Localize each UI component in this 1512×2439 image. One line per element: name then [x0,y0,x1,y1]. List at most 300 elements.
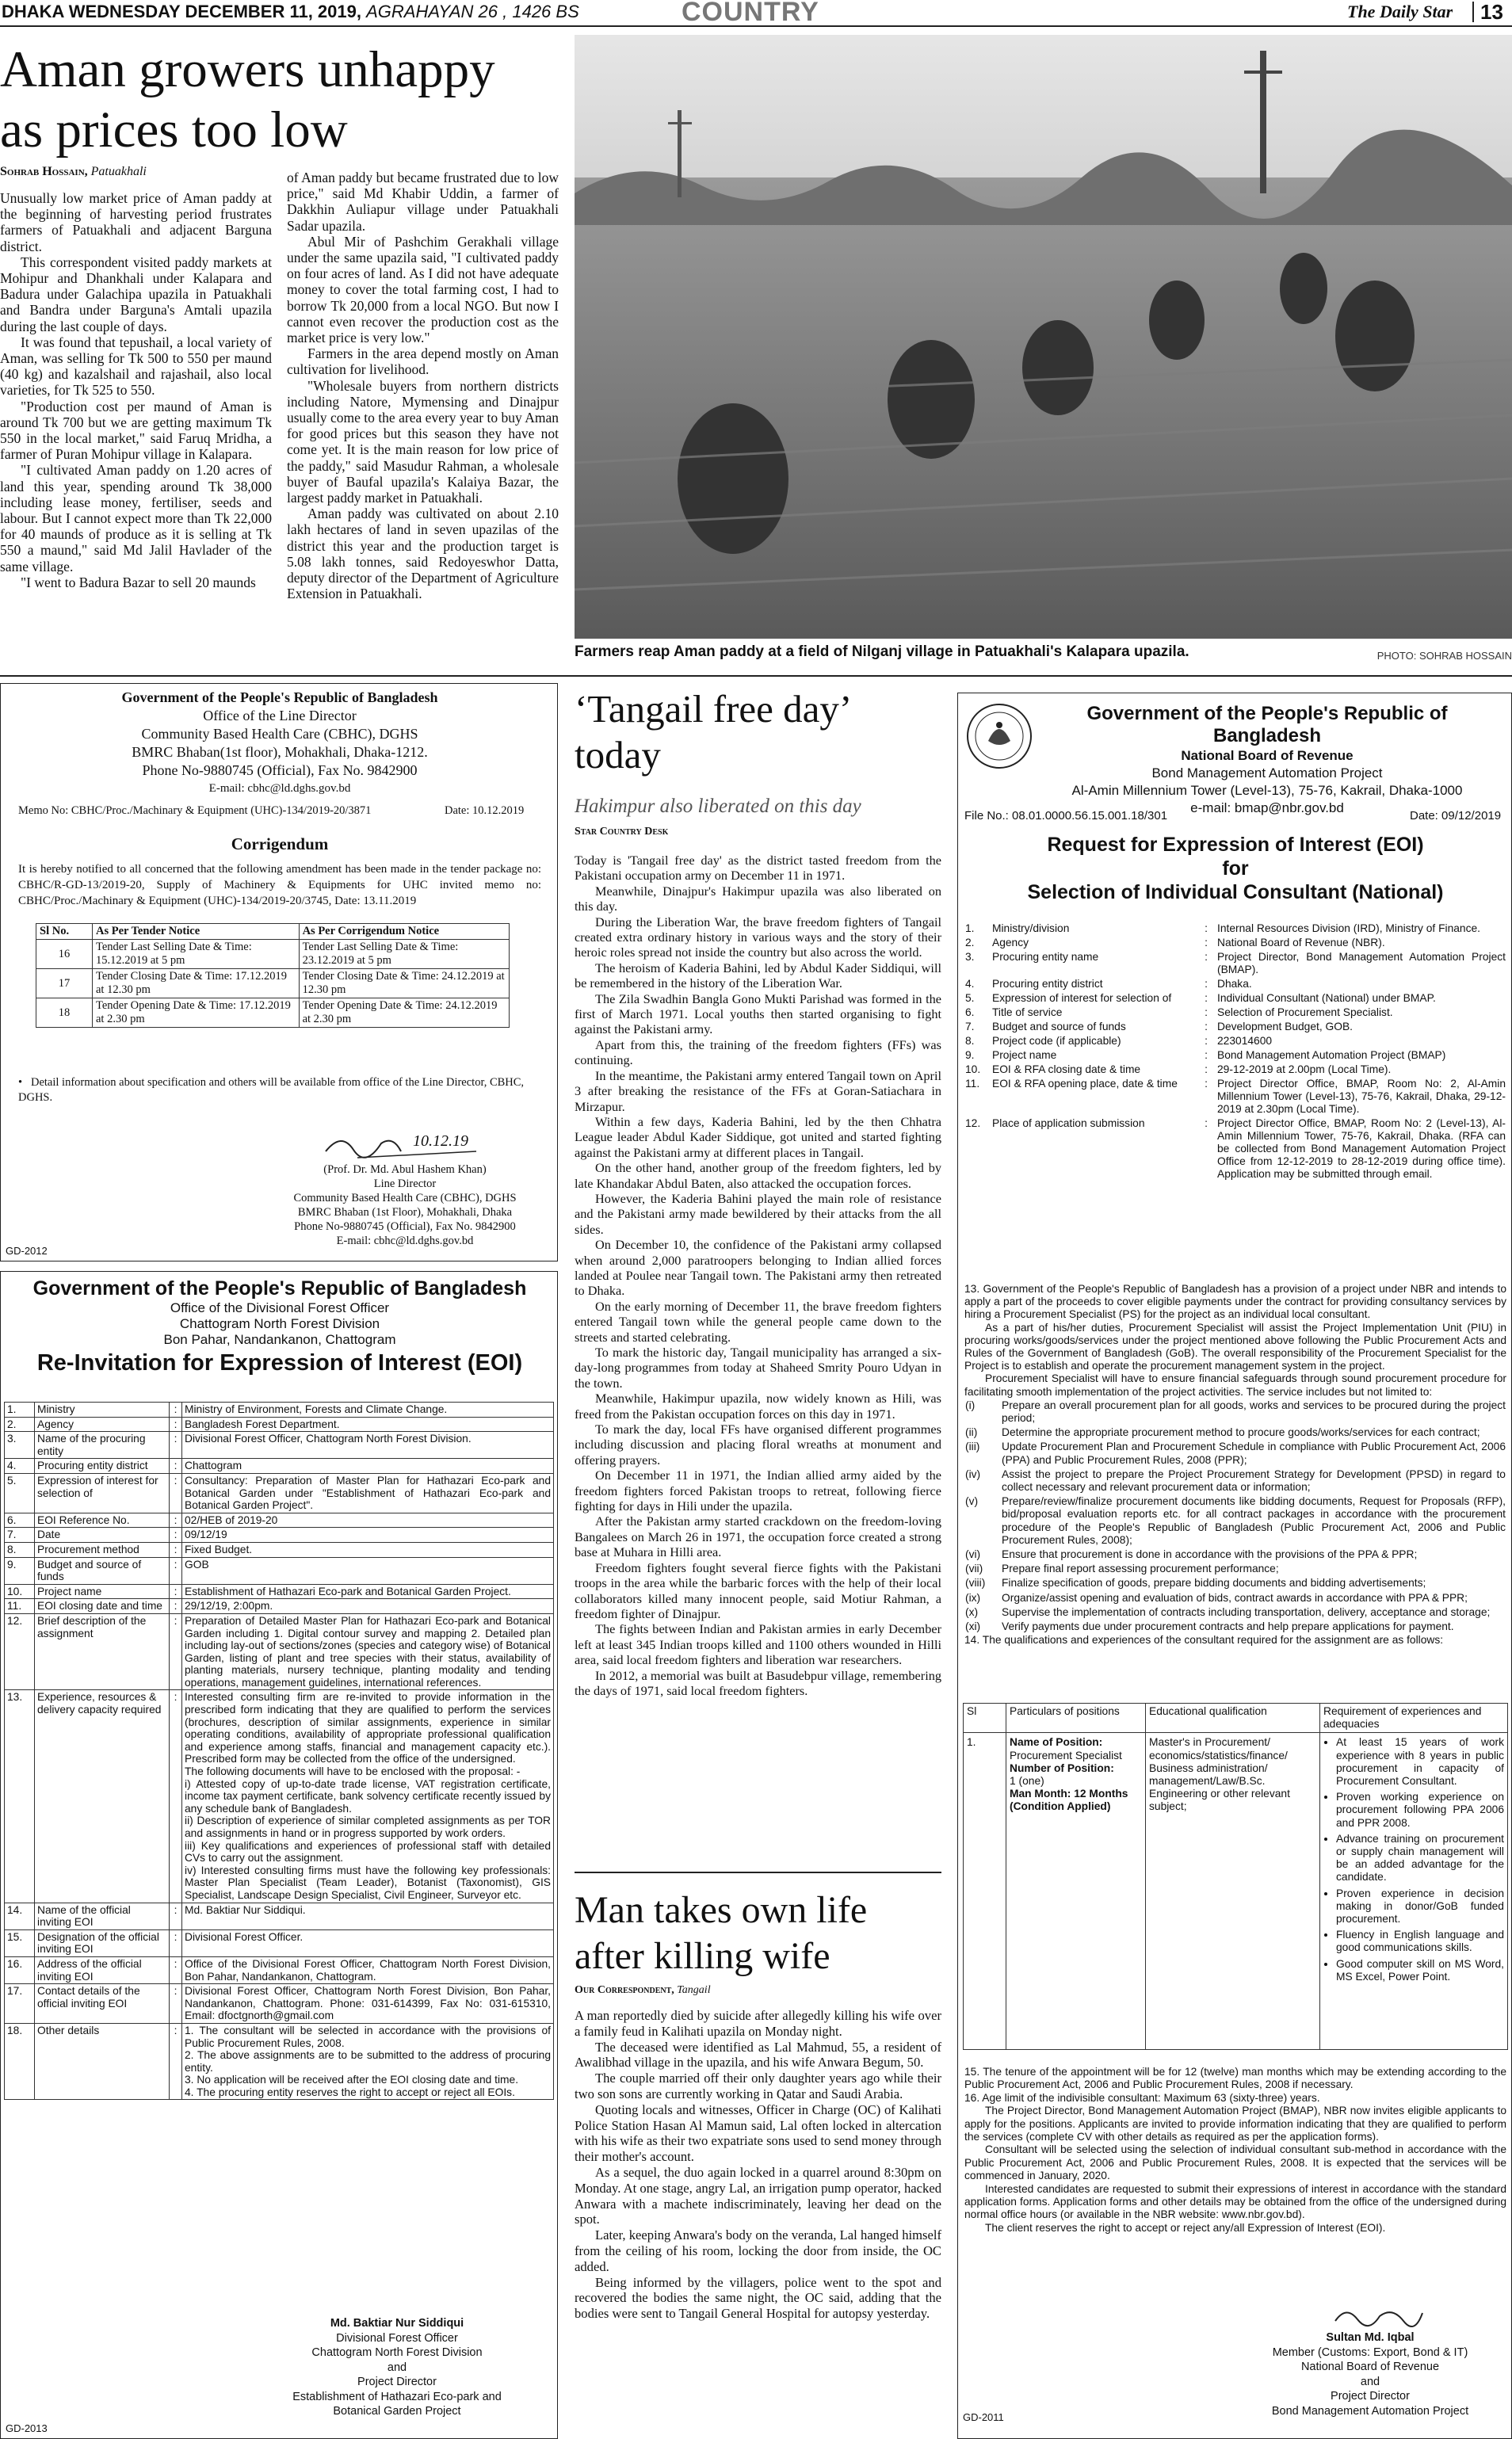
cell: Tender Closing Date & Time: 17.12.2019 at 12.30 pm [93,969,300,998]
aman-headline [0,40,559,160]
position-line: 1 (one) [1010,1775,1044,1788]
requirement-item: • Good computer skill on MS Word, MS Excel, Power Point. [1336,1958,1504,1983]
row-colon: : [1205,937,1208,948]
sig-line: Bond Management Automation Project [1271,2404,1469,2418]
cbhc-line: Government of the People's Republic of Bangladesh [121,689,438,705]
duty-number: (ix) [965,1591,981,1604]
row-value: Project Director, Bond Management Automation Project (BMAP). [1217,951,1506,975]
cell: 16 [36,940,93,969]
duty-number: (vii) [965,1563,983,1575]
requirement-item: • At least 15 years of work experience with 8 years in public procurement in capacity of Procurement Consultant. [1336,1736,1504,1788]
row-value: Selection of Procurement Specialist. [1217,1006,1393,1018]
row-number: 3. [965,951,975,963]
bullet-icon: • [18,1076,23,1089]
tangail-para: On December 11 in 1971, the Indian allied army aided by the freedom fighters forced Pakistan troops to retreat, following fierce fighting for days in Hili under the upazila. [575,1468,941,1514]
tangail-para: To mark the historic day, Tangail municipality has arranged a six-day-long programmes from today at Shaheed Smrity Pouro Udyan in the town. [575,1345,941,1391]
row-number: 15. [5,1929,35,1956]
forest-line: Chattogram North Forest Division [179,1316,380,1331]
forest-gd: GD-2013 [6,2422,48,2434]
row-value: National Board of Revenue (NBR). [1217,937,1385,948]
sig-line: BMRC Bhaban (1st Floor), Mohakhali, Dhaka [297,1206,513,1219]
col-header: As Per Tender Notice [93,924,300,940]
row-number: 13. [5,1690,35,1903]
forest-table [4,1402,554,2100]
duty-text: Finalize specification of goods, prepare bidding documents and bidding advertisements; [1002,1577,1426,1590]
table-row [36,969,510,998]
cell: Master's in Procurement/ economics/statistics/finance/ Business administration/ management/Law/B.Sc. Engineering or other relevant subject; [1146,1733,1320,2050]
row-colon: : [1205,1006,1208,1018]
aman-byline: Sohrab Hossain, [0,165,88,178]
tangail-para: Today is 'Tangail free day' as the district tasted freedom from the Pakistani occupation army on December 11 in 1971. [575,853,941,884]
requirement-item: • Advance training on procurement or supply chain management will be an added advantage for the candidate. [1336,1833,1504,1884]
aman-para: "I went to Badura Bazar to sell 20 maunds [21,574,256,590]
table-row [963,1077,1508,1116]
sig-line: Member (Customs: Export, Bond & IT) [1272,2345,1468,2359]
duty-text: Update Procurement Plan and Procurement Schedule in compliance with Public Procurement Act, 2006 (PPA) and Public Procurement Rules, 2008 (PPR); [1002,1441,1506,1466]
wife-location: Tangail [677,1984,711,1996]
nbr-para: Consultant will be selected using the selection of individual consultant sub-method in accordance with the Public Procurement Act, 2006 and Public Procurement Rules, 2008. It is expected that the services will be commenced in January, 2020. [964,2143,1506,2182]
row-colon: : [170,1528,182,1543]
row-key: Procuring entity name [992,951,1099,963]
nbr-body-2 [964,2066,1506,2235]
wife-headline-line1: Man takes own life [575,1889,868,1931]
row-key: Title of service [992,1006,1063,1018]
nbr-para: 13. Government of the People's Republic of Bangladesh has a provision of a project under NBR and intends to apply a part of the proceeds to cover eligible payments under the contract for providing consultancy services by hiring a Procurement Specialist (PS) for the project as an individual local consultant. [964,1283,1506,1321]
col-header: Particulars of positions [1006,1704,1146,1733]
cbhc-ad [0,683,558,1261]
tangail-headline-line2: today [575,733,661,777]
row-key: Project code (if applicable) [992,1035,1121,1047]
duty-item [964,1494,1506,1548]
row-value: Dhaka. [1217,978,1252,990]
nbr-header [1037,703,1497,817]
table-row [5,1542,554,1557]
tangail-body [575,853,941,1698]
row-colon: : [170,1599,182,1614]
requirement-item: • Proven working experience on procurement following PPA 2006 and PPR 2008. [1336,1791,1504,1830]
duty-item [964,1440,1506,1467]
requirement-item: • Proven experience in decision making in donor/GoB funded procurement. [1336,1887,1504,1926]
tangail-subhead: Hakimpur also liberated on this day [575,796,861,817]
cbhc-note-row [18,1075,541,1105]
row-value: Bond Management Automation Project (BMAP) [1217,1049,1446,1061]
aman-headline-line1: Aman growers unhappy [0,41,495,98]
row-colon: : [170,1513,182,1528]
aman-para: It was found that tepushail, a local variety of Aman, was selling for Tk 500 to 550 per maund (40 kg) and kazalshail and rajashail, also local varieties, for Tk 525 to 550. [0,334,272,399]
row-number: 8. [5,1542,35,1557]
aman-para: Abul Mir of Pashchim Gerakhali village under the same upazila said, "I cultivated paddy on four acres of land. As I did not have adequate money to cover the total farming cost, I had to borrow Tk 20,000 from a local NGO. But now I cannot even recover the production cost as the market price is very low." [287,233,559,346]
row-colon: : [170,1956,182,1983]
row-value: Individual Consultant (National) under BMAP. [1217,992,1436,1004]
nbr-file-no: File No.: 08.01.0000.56.15.001.18/301 [964,809,1168,823]
tangail-para: Meanwhile, Dinajpur's Hakimpur upazila was also liberated on this day. [575,883,941,914]
nbr-signature-icon [1331,2302,1426,2330]
table-row [5,1956,554,1983]
tangail-para: During the Liberation War, the brave freedom fighters of Tangail created extra ordinary history in various ways and the story of their heroic roles spread not inside the country but also across the world. [575,914,941,960]
col-header: Sl No. [36,924,93,940]
duty-number: (iii) [965,1441,980,1453]
duty-number: (viii) [965,1577,986,1590]
aman-photo [575,35,1512,639]
nbr-line: Al-Amin Millennium Tower (Level-13), 75-76, Kakrail, Dhaka-1000 [1071,783,1463,798]
row-colon: : [1205,1117,1208,1129]
position-line: Man Month: 12 Months (Condition Applied) [1010,1788,1128,1813]
tangail-headline-line1: ‘Tangail free day’ [575,687,853,731]
duty-text: Prepare an overall procurement plan for all goods, works and services to be procured during the project period; [1002,1399,1506,1425]
table-header [36,924,510,940]
table-row [5,1929,554,1956]
nbr-para: The Project Director, Bond Management Automation Project (BMAP), NBR now invites eligible applicants to apply for the positions. Applicants are invited to provide information indicating that they are qualified to perform the services (complete CV with other details as required as per the application forms). [964,2105,1506,2143]
row-number: 2. [5,1417,35,1432]
cbhc-table [36,923,510,1028]
aman-para: of Aman paddy but became frustrated due to low price," said Md Khabir Uddin, a farmer of Dakkhin Auliapur village under Patuakhali Sadar upazila. [287,170,559,234]
row-key: Expression of interest for selection of [992,992,1172,1004]
row-value: 29-12-2019 at 2.00pm (Local Time). [1217,1063,1392,1075]
row-number: 11. [5,1599,35,1614]
row-value: Chattogram [182,1459,554,1474]
sig-line: National Board of Revenue [1300,2361,1440,2373]
table-row [5,1528,554,1543]
row-value: Development Budget, GOB. [1217,1021,1354,1032]
table-row [5,1613,554,1690]
table-row [36,998,510,1028]
table-row [963,1116,1508,1181]
row-value: GOB [182,1557,554,1584]
aman-para: "Production cost per maund of Aman is around Tk 700 but we are getting maximum Tk 550 in the local market," said Faruq Mridha, a farmer of Puran Mohipur village in Kalapara. [0,398,272,463]
cell: 1. [964,1733,1006,2050]
cbhc-line: Office of the Line Director [203,708,357,723]
row-colon: : [1205,1078,1208,1090]
duty-number: (vi) [965,1548,981,1561]
aman-para: Aman paddy was cultivated on about 2.10 lakh hectares of land in seven upazilas of the district this year and the production target is 5.08 lakh tonnes, said Redoyeswhor Datta, deputy director of the Department of Agriculture Extension in Patuakhali. [287,506,559,602]
signature-icon [1331,2302,1426,2330]
row-number: 5. [5,1473,35,1513]
sig-line: Sultan Md. Iqbal [1326,2331,1415,2344]
sig-line: Establishment of Hathazari Eco-park and [292,2390,502,2403]
row-value: Project Director Office, BMAP, Room No: 2 (Level-13), Al-Amin Millennium Tower, 75-76, Kakrail, Dhaka. (RFA can be collected from Bond Management Automation Project Office from 12-12-2019 to 28-12-2019 during office time). Application may be submitted through email. [1217,1117,1506,1180]
tangail-para: On the other hand, another group of the freedom fighters, led by late Khandakar Abdul Baten, also attacked the occupation forces. [575,1160,941,1191]
col-header: Sl [964,1704,1006,1733]
sig-line: Project Director [357,2376,437,2388]
row-number: 10. [5,1584,35,1599]
row-colon: : [170,1417,182,1432]
row-number: 12. [5,1613,35,1690]
cbhc-line: Community Based Health Care (CBHC), DGHS [141,726,418,742]
signature-icon [318,1128,500,1162]
row-value: 02/HEB of 2019-20 [182,1513,554,1528]
row-key: EOI & RFA closing date & time [992,1063,1141,1075]
cbhc-date: Date: 10.12.2019 [445,804,525,817]
table-row [5,1557,554,1584]
aman-article [0,35,559,685]
row-number: 18. [5,2023,35,2100]
table-row [963,1034,1508,1048]
table-row [5,1903,554,1929]
row-colon: : [1205,1063,1208,1075]
tangail-para: In 2012, a memorial was built at Basudebpur village, remembering the days of 1971, said local freedom fighters. [575,1667,941,1698]
row-colon: : [1205,978,1208,990]
cbhc-line: BMRC Bhaban(1st floor), Mohakhali, Dhaka-1212. [132,744,428,760]
row-value: Consultancy: Preparation of Master Plan for Hathazari Eco-park and Botanical Garden under "Establishment of Hathazari Eco-park and Botanical Garden Project". [182,1473,554,1513]
row-number: 6. [5,1513,35,1528]
row-value: 223014600 [1217,1035,1273,1047]
table-row [5,1584,554,1599]
row-colon: : [170,1584,182,1599]
wife-para: Being informed by the villagers, police went to the spot and recovered the bodies the same night, the OC said, adding that the bodies were sent to Tangail General Hospital for autopsy yesterday. [575,2274,941,2322]
top-divider [0,675,1512,677]
nbr-title-line: for [1222,857,1249,880]
row-value: 1. The consultant will be selected in accordance with the provisions of Public Procurement Rules, 2008. 2. The above assignments are to be submitted to the address of procuring entity. 3. No application will be received after the EOI closing date and time. 4. The procuring entity reserves the right to accept or reject all EOIs. [182,2023,554,2100]
aman-para: "Wholesale buyers from northern districts including Natore, Mymensing and Dinajpur usually come to the area every year to buy Aman for good prices but this season they have not come yet. It is the main reason for low price of the paddy," said Masudur Rahman, a wholesale buyer of Baufal upazila's Kalaiya Bazar, the largest paddy market in Patuakhali. [287,377,559,506]
tangail-para: However, the Kaderia Bahini played the main role of resistance and the Pakistani army made bewildered by their attacks from the all sides. [575,1190,941,1237]
nbr-line: National Board of Revenue [1181,748,1354,763]
wife-article [575,1878,941,2439]
aman-para: Farmers in the area depend mostly on Aman cultivation for livelihood. [287,345,559,378]
nbr-line: Government of the People's Republic of Bangladesh [1086,703,1448,746]
wife-headline-line2: after killing wife [575,1935,830,1977]
nbr-para: Interested candidates are requested to submit their expressions of interest in accordance with the standard application forms. Application forms and other details may be obtained from the office of the undersigned during normal office hours (or available in the NBR website: www.nbr.gov.bd). [964,2182,1506,2221]
row-number: 6. [965,1006,975,1018]
requirements-cell [1320,1733,1508,2050]
cell: Tender Opening Date & Time: 24.12.2019 at 2.30 pm [299,998,509,1028]
duty-text: Assist the project to prepare the Project Procurement Strategy for Development (PPSD) in regard to collect necessary and relevant procurement data or information; [1002,1468,1506,1494]
signature-date: 10.12.19 [413,1132,468,1150]
duty-text: Supervise the implementation of contracts including transportation, delivery, acceptance and storage; [1002,1605,1491,1618]
row-value: Preparation of Detailed Master Plan for Hathazari Eco-park and Botanical Garden including 1. Digital contour survey and mapping 2. Detailed plan including lay-out of sections/zones (species and category wise) of Botanical Garden, listing of plant and tree species with their status, availability of planting materials, nursery technique, planting modality and tending operations, management guidelines, international references. [182,1613,554,1690]
row-value: Establishment of Hathazari Eco-park and Botanical Garden Project. [182,1584,554,1599]
row-number: 4. [965,978,975,990]
cbhc-gd: GD-2012 [6,1245,48,1257]
row-value: 09/12/19 [182,1528,554,1543]
sig-line: E-mail: cbhc@ld.dghs.gov.bd [336,1235,474,1247]
row-number: 11. [965,1078,980,1090]
paddy-field-photo [575,35,1512,639]
sig-line: Chattogram North Forest Division [311,2346,483,2359]
row-colon: : [170,1929,182,1956]
cell: Tender Opening Date & Time: 17.12.2019 at 2.30 pm [93,998,300,1028]
row-colon: : [1205,992,1208,1004]
sig-line: Md. Baktiar Nur Siddiqui [330,2317,464,2330]
row-value: Fixed Budget. [182,1542,554,1557]
table-row [963,936,1508,950]
duty-number: (v) [965,1495,979,1508]
row-value: Internal Resources Division (IRD), Ministry of Finance. [1217,922,1480,934]
duty-text: Organize/assist opening and evaluation of bids, contract awards in accordance with PPA & PPR; [1002,1591,1468,1604]
nbr-para: 15. The tenure of the appointment will be for 12 (twelve) man months which may be extending according to the Public Procurement Act, 2006 and Public Procurement Rules, 2008 if necessary. [964,2066,1506,2091]
forest-title: Re-Invitation for Expression of Interest (EOI) [36,1350,523,1376]
row-number: 9. [965,1049,975,1061]
tangail-para: The heroism of Kaderia Bahini, led by Abdul Kader Siddiqui, will be remembered in the history of the Liberation War. [575,960,941,991]
aman-photo-caption: Farmers reap Aman paddy at a field of Nilganj village in Patuakhali's Kalapara upazila. [575,643,1189,660]
row-value: Project Director Office, BMAP, Room No: 2, Al-Amin Millennium Tower (Level-13), 75-76, Kakrail, Dhaka, 29-12-2019 at 2.30pm (Local Time). [1217,1078,1506,1115]
wife-para: Quoting locals and witnesses, Officer in Charge (OC) of Kalihati Police Station Hasan Al Mamun said, Lal often locked in altercation with his wife as their two expatriate sons used to send money through their mother's account. [575,2101,941,2165]
nbr-para: The client reserves the right to accept or reject any/all Expression of Interest (EOI). [985,2221,1386,2234]
row-colon: : [170,1984,182,2024]
duty-number: (x) [965,1605,979,1618]
row-key: Project name [35,1584,170,1599]
tangail-article [575,683,941,1864]
duty-text: Prepare/review/finalize procurement documents like bidding documents, Request for Proposals (RFP), bid/proposal evaluation reports etc. for all contract packages in accordance with the procurement procedure of the People's Republic of Bangladesh (Public Procurement Act, 2006 and Public Procurement Rules, 2008); [1002,1495,1506,1546]
duty-number: (i) [965,1399,976,1411]
duty-item [964,1548,1506,1562]
row-number: 7. [5,1528,35,1543]
table-row [963,1006,1508,1020]
row-number: 16. [5,1956,35,1983]
duty-number: (iv) [965,1468,981,1480]
table-row [5,1690,554,1903]
wife-para: A man reportedly died by suicide after allegedly killing his wife over a family feud in Kalihati upazila on Monday night. [575,2008,941,2039]
duty-number: (ii) [965,1426,978,1439]
sig-line: Phone No-9880745 (Official), Fax No. 9842900 [294,1220,516,1233]
sig-line: (Prof. Dr. Md. Abul Hashem Khan) [323,1163,487,1176]
sig-line: and [1360,2375,1380,2388]
duty-text: Determine the appropriate procurement method to procure goods/works/services for each contract; [1002,1426,1480,1439]
table-row [963,977,1508,991]
cbhc-line: Phone No-9880745 (Official), Fax No. 9842900 [142,762,418,778]
duty-item [964,1426,1506,1440]
row-number: 12. [965,1117,981,1129]
govt-seal-icon [964,701,1034,771]
sig-line: Line Director [373,1178,437,1190]
table-header [964,1704,1508,1733]
table-row [5,1513,554,1528]
table-row [963,1063,1508,1077]
table-row [36,940,510,969]
row-value: Md. Baktiar Nur Siddiqui. [182,1903,554,1929]
row-colon: : [1205,1021,1208,1032]
nbr-body [964,1283,1506,1647]
row-key: Name of the procuring entity [35,1432,170,1459]
row-number: 4. [5,1459,35,1474]
duty-item [964,1576,1506,1590]
nbr-title-line: Selection of Individual Consultant (National) [1027,881,1444,903]
col-header: As Per Corrigendum Notice [299,924,509,940]
row-key: Date [35,1528,170,1543]
duty-item [964,1468,1506,1494]
nbr-date: Date: 09/12/2019 [1410,809,1502,823]
row-colon: : [170,1557,182,1584]
nbr-qual-table [963,1703,1508,2050]
duty-text: Verify payments due under procurement contracts and help prepare applications for payment. [1002,1620,1454,1633]
row-value: Ministry of Environment, Forests and Climate Change. [182,1403,554,1418]
tangail-para: On December 10, the confidence of the Pakistani army collapsed when around 2,000 paratroopers belonging to Indian allied forces landed at Poulee near Tangail town. The Pakistani army then retreated to Dhaka. [575,1237,941,1299]
table-row [5,1984,554,2024]
tangail-byline: Star Country Desk [575,826,669,838]
row-key: Name of the official inviting EOI [35,1903,170,1929]
wife-headline [575,1887,941,1979]
nbr-table [963,922,1508,1181]
tangail-para: On the early morning of December 11, the brave freedom fighters entered Tangail town while the general people came down to the streets and started celebrating. [575,1298,941,1345]
tangail-para: Meanwhile, Hakimpur upazila, now widely known as Hili, was freed from the Pakistan occupation forces on this day in 1971. [575,1391,941,1422]
forest-header [1,1277,558,1378]
duty-item [964,1399,1506,1426]
row-key: Procurement method [35,1542,170,1557]
row-key: Ministry/division [992,922,1070,934]
table-row [5,2023,554,2100]
row-number: 10. [965,1063,981,1075]
wife-byline: Our Correspondent, [575,1984,674,1996]
row-number: 8. [965,1035,975,1047]
section-name: COUNTRY [682,0,819,27]
table-row [5,1403,554,1418]
row-key: Procuring entity district [992,978,1103,990]
row-key: EOI Reference No. [35,1513,170,1528]
row-number: 7. [965,1021,975,1032]
table-row [963,922,1508,936]
nbr-duties [964,1399,1506,1634]
tangail-para: Freedom fighters fought several fierce fights with the Pakistani troops in the area while the barbaric forces with the help of their local collaborators killed many innocent people, said Motiur Rahman, a freedom fighter of Dinajpur. [575,1559,941,1621]
cell: 17 [36,969,93,998]
row-value: Bangladesh Forest Department. [182,1417,554,1432]
mid-divider [575,1872,941,1873]
table-row [5,1599,554,1614]
nbr-para: 16. Age limit of the indivisible consultant: Maximum 63 (sixty-three) years. [964,2091,1320,2104]
row-colon: : [170,1613,182,1690]
row-colon: : [1205,1049,1208,1061]
duty-text: Prepare final report assessing procurement performance; [1002,1563,1279,1575]
row-key: Experience, resources & delivery capacity required [35,1690,170,1903]
row-number: 2. [965,937,975,948]
cbhc-body: It is hereby notified to all concerned that the following amendment has been made in the tender package no: CBHC/R-GD-13/2019-20, Supply of Machinery & Equipments for UHC invited memo no: CBHC/Proc./Machinary & Equipment (UHC)-134/2019-20/3745, Date: 13.11.2019 [18,863,541,907]
position-line: Name of Position: [1010,1736,1103,1749]
row-key: Ministry [35,1403,170,1418]
row-key: Budget and source of funds [992,1021,1126,1032]
position-line: Number of Position: [1010,1762,1114,1774]
row-value: Office of the Divisional Forest Officer, Chattogram North Forest Division, Bon Pahar, Nandankanon, Chattogram. [182,1956,554,1983]
row-colon: : [170,1473,182,1513]
row-key: Agency [992,937,1029,948]
table-row [5,1417,554,1432]
aman-para: "I cultivated Aman paddy on 1.20 acres of land this year, spending around Tk 38,000 including lease money, fertiliser, seeds and labour. But I cannot expect more than Tk 22,000 for 40 maunds of produce as it is selling at Tk 550 a maund," said Md Jalil Havlader of the same village. [0,462,272,574]
aman-para: This correspondent visited paddy markets at Mohipur and Dhankhali under Kalapara and Badura under Galachipa upazila in Patuakhali and Bandra under Barguna's Amtali upazila during the last couple of days. [0,254,272,334]
row-colon: : [170,1403,182,1418]
table-row [5,1432,554,1459]
row-number: 17. [5,1984,35,2024]
nbr-para: Procurement Specialist will have to ensure financial safeguards through sound procurement procedure for facilitating smooth implementation of the project activities. The service includes but not limited to: [964,1372,1506,1398]
table-row [963,991,1508,1006]
cbhc-sig-block [239,1162,558,1248]
row-value: Divisional Forest Officer. [182,1929,554,1956]
row-value: Divisional Forest Officer, Chattogram North Forest Division, Bon Pahar, Nandankanon, Chattogram. Phone: 031-614399, Fax No: 031-615310, Email: dfoctgnorth@gmail.com [182,1984,554,2024]
duty-item [964,1562,1506,1576]
row-number: 1. [965,922,975,934]
duty-item [964,1620,1506,1634]
tangail-para: Within a few days, Kaderia Bahini, led by the then Chhatra League leader Abdul Kader Siddique, got united and started fighting against the Pakistani army at different places in Tangail. [575,1113,941,1160]
row-key: Procuring entity district [35,1459,170,1474]
duty-text: Ensure that procurement is done in accordance with the provisions of the PPA & PPR; [1002,1548,1418,1561]
row-value: 29/12/19, 2:00pm. [182,1599,554,1614]
forest-sig-block [239,2316,556,2419]
cell: Tender Closing Date & Time: 24.12.2019 at 12.30 pm [299,969,509,998]
dateline: DHAKA WEDNESDAY DECEMBER 11, 2019, [2,2,361,21]
aman-location: Patuakhali [90,165,147,178]
nbr-gd: GD-2011 [963,2411,1004,2423]
row-key: Other details [35,2023,170,2100]
row-colon: : [1205,1035,1208,1047]
row-key: EOI & RFA opening place, date & time [992,1078,1178,1090]
cbhc-memo: Memo No: CBHC/Proc./Machinary & Equipment (UHC)-134/2019-20/3871 [18,804,372,817]
row-colon: : [170,1459,182,1474]
row-key: Brief description of the assignment [35,1613,170,1690]
aman-byline-row [0,165,147,179]
nbr-ad [957,693,1512,2439]
nbr-line: Bond Management Automation Project [1151,765,1383,781]
cbhc-title: Corrigendum [231,834,329,853]
row-key: Expression of interest for selection of [35,1473,170,1513]
row-number: 14. [5,1903,35,1929]
row-key: Designation of the official inviting EOI [35,1929,170,1956]
forest-line: Bon Pahar, Nandankanon, Chattogram [163,1332,396,1347]
